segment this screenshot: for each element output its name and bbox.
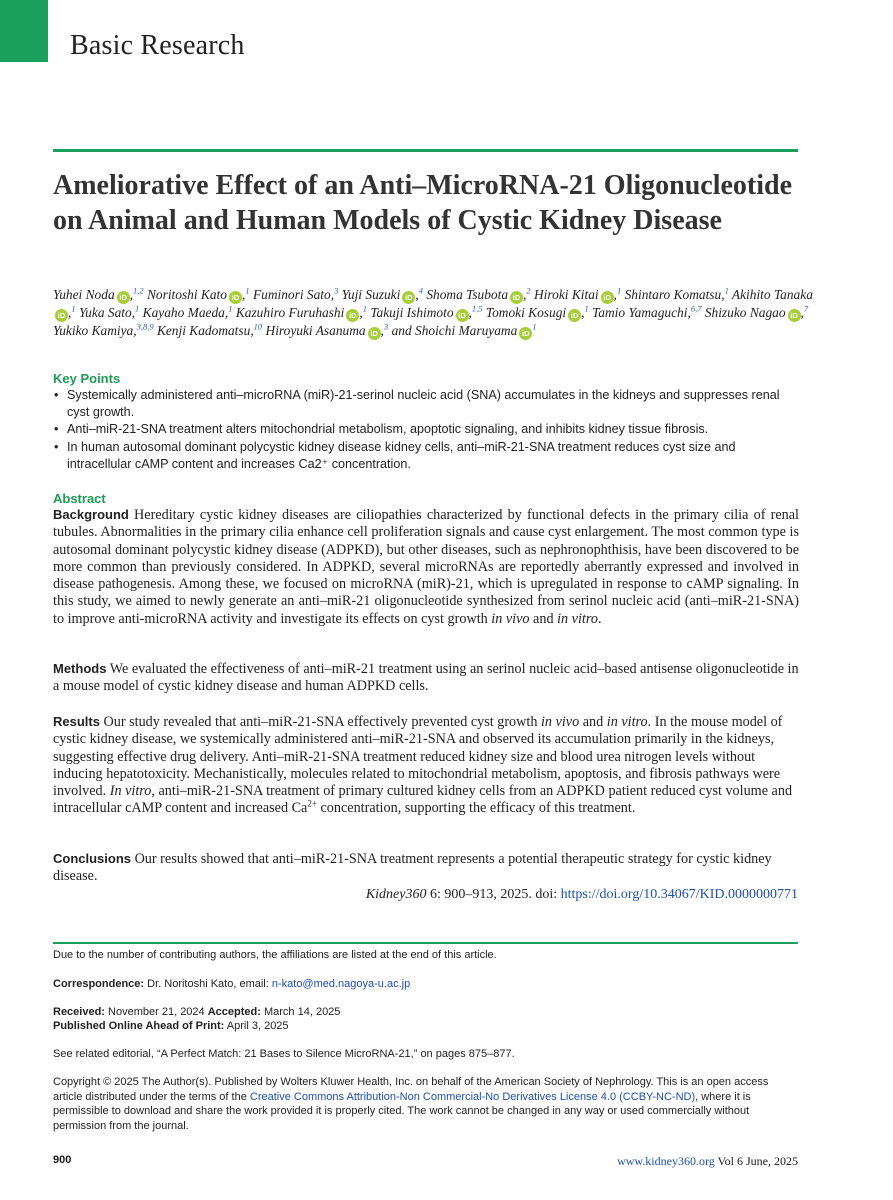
affiliations-note: Due to the number of contributing authors, the affiliations are listed at the end of this article. [53, 949, 497, 961]
conclusions-label: Conclusions [53, 851, 132, 866]
affiliation-superscript: 1 [584, 303, 589, 314]
accepted-date: March 14, 2025 [263, 1006, 341, 1018]
orcid-icon[interactable]: iD [229, 291, 242, 304]
orcid-icon[interactable]: iD [510, 291, 523, 304]
author-name: Takuji Ishimoto [370, 305, 454, 320]
author: Hiroki Kitai iD ,$^1$ [534, 285, 622, 302]
author-name: Akihito Tanaka [731, 287, 813, 302]
results-label: Results [53, 714, 100, 729]
in-vitro-term: in vitro [606, 714, 648, 730]
in-vitro-term: in vitro [557, 610, 598, 627]
copyright-text-2: , where it is permissible to download and share the work provided it is properly cited. The work cannot be changed in any way or used commercially without permission from the journal. [53, 1090, 751, 1132]
author: Yuhei Noda iD ,$^{1,2}$ [53, 285, 144, 302]
abstract-results [53, 713, 799, 818]
author: Kenji Kadomatsu,$^{10}$ [156, 321, 263, 338]
affiliation-superscript: 1 [228, 303, 233, 314]
header-divider [53, 149, 798, 152]
key-point-item: • Systemically administered anti–microRNA (miR)-21-serinol nucleic acid (SNA) accumulates in the kidneys and suppresses renal cyst growth. [53, 387, 799, 421]
author-name: Fuminori Sato [252, 287, 331, 302]
journal-name: Kidney360 [365, 887, 427, 902]
published-date: April 3, 2025 [226, 1020, 289, 1032]
affiliation-superscript: 4 [418, 285, 423, 296]
page-number: 900 [53, 1154, 72, 1166]
section-label: Basic Research [70, 30, 245, 61]
author: Yuji Suzuki iD ,$^4$ [341, 285, 423, 302]
background-and: and [533, 610, 554, 627]
author: Noritoshi Kato iD ,$^1$ [146, 285, 250, 302]
accepted-label: Accepted: [207, 1006, 261, 1018]
author-name: Yukiko Kamiya [53, 323, 134, 338]
author-name: Shoma Tsubota [426, 287, 509, 302]
orcid-icon[interactable]: iD [368, 327, 381, 340]
orcid-icon[interactable]: iD [402, 291, 415, 304]
author-name: Shintaro Komatsu [624, 287, 722, 302]
orcid-icon[interactable]: iD [788, 309, 801, 322]
author: Tomoki Kosugi iD ,$^1$ [485, 303, 589, 320]
orcid-icon[interactable]: iD [117, 291, 130, 304]
copyright-note [53, 1075, 799, 1133]
author: Shintaro Komatsu,$^1$ [624, 285, 729, 302]
orcid-icon[interactable]: iD [346, 309, 359, 322]
affiliation-superscript: 1,2 [133, 285, 144, 296]
results-text-2: . In the mouse model of cystic kidney disease, we systemically administered anti–miR-21-SNA and observed its accumulation primarily in the kidneys, suggesting effective drug delivery. Anti–miR-21-SNA treatment reduced kidney size and blood urea nitrogen levels without inducing hepatotoxicity. Mechanistically, molecules related to mitochondrial metabolism, apoptosis, and fibrosis pathways were involved. [53, 714, 783, 800]
author: Fuminori Sato,$^3$ [252, 285, 339, 302]
author-name: Hiroki Kitai [534, 287, 599, 302]
affiliation-superscript: 1 [135, 303, 140, 314]
orcid-icon[interactable]: iD [601, 291, 614, 304]
affiliation-superscript: 1 [724, 285, 729, 296]
abstract-methods [53, 660, 799, 696]
author: Shoma Tsubota iD ,$^2$ [426, 285, 531, 302]
results-text-3: , anti–miR-21-SNA treatment of primary cultured kidney cells from an ADPKD patient reduced cyst volume and intracellular cAMP content and increased Ca [53, 783, 793, 817]
key-points-heading: Key Points [53, 371, 121, 386]
correspondence-email-link[interactable]: n-kato@med.nagoya-u.ac.jp [271, 978, 411, 990]
author: Kayaho Maeda,$^1$ [142, 303, 233, 320]
orcid-icon[interactable]: iD [55, 309, 68, 322]
key-points-list [53, 387, 799, 473]
conclusions-text: Our results showed that anti–miR-21-SNA treatment represents a potential therapeutic strategy for cystic kidney disease. [53, 851, 772, 885]
author-name: Kenji Kadomatsu [156, 323, 251, 338]
citation-line [366, 887, 798, 903]
copyright-text-1: Copyright © 2025 The Author(s). Published by Wolters Kluwer Health, Inc. on behalf of the American Society of Nephrology. This is an open access article distributed under the terms of the [53, 1076, 769, 1103]
correspondence-text: Dr. Noritoshi Kato, email: [147, 978, 269, 990]
affiliation-superscript: 1 [362, 303, 367, 314]
background-text: Hereditary cystic kidney diseases are ciliopathies characterized by functional defects in the primary cilia of renal tubules. Abnormalities in the primary cilia enhance cell proliferation signals and cause cyst enlargement. The most common type is autosomal dominant polycystic kidney disease (ADPKD), but other diseases, such as nephronophthisis, have been discovered to be more common than previously considered. In ADPKD, several microRNAs are reportedly aberrantly expressed and involved in disease pathogenesis. Among these, we focused on microRNA (miR)-21, which is upregulated in response to cAMP signaling. In this study, we aimed to newly generate an anti–miR-21 oligonucleotide synthesized from serinol nucleic acid (anti–miR-21-SNA) to improve anti-microRNA activity and investigate its effects on cyst growth [53, 507, 799, 627]
affiliation-superscript: 2 [526, 285, 531, 296]
abstract-conclusions [53, 850, 799, 886]
abstract-background: Background Hereditary cystic kidney diseases are ciliopathies characterized by functional defects in the primary cilia of renal tubules. Abnormalities in the primary cilia enhance cell proliferation signals and cause cyst enlargement. The most common type is autosomal dominant polycystic kidney disease (ADPKD), but other diseases, such as nephronophthisis, have been discovered to be more common than previously considered. In ADPKD, several microRNAs are reportedly aberrantly expressed and involved in disease pathogenesis. Among these, we focused on microRNA (miR)-21, which is upregulated in response to cAMP signaling. In this study, we aimed to newly generate an anti–miR-21 oligonucleotide synthesized from serinol nucleic acid (anti–miR-21-SNA) to improve anti-microRNA activity and investigate its effects on cyst growth in vivo and in vitro. [53, 507, 799, 627]
author: Akihito TanakaiD ,$^1$ [53, 287, 813, 320]
methods-text: We evaluated the effectiveness of anti–miR-21 treatment using an serinol nucleic acid–based antisense oligonucleotide in a mouse model of cystic kidney disease and human ADPKD cells. [53, 661, 799, 695]
published-note [53, 1019, 799, 1034]
results-and: and [582, 714, 604, 730]
background-label: Background [53, 507, 129, 522]
footer-journal-info [617, 1154, 798, 1169]
author: Kazuhiro Furuhashi iD ,$^1$ [235, 303, 367, 320]
author-name: Shizuko Nagao [704, 305, 786, 320]
affiliation-superscript: 1 [71, 303, 76, 314]
affiliation-superscript: 10 [253, 321, 263, 332]
author-name: Kazuhiro Furuhashi [235, 305, 345, 320]
received-date: November 21, 2024 [108, 1006, 205, 1018]
affiliation-superscript: 1 [616, 285, 622, 296]
author-name: Yuji Suzuki [341, 287, 401, 302]
author-name: Yuka Sato [78, 305, 132, 320]
related-editorial-note: See related editorial, “A Perfect Match: 21 Bases to Silence MicroRNA-21,” on pages 875–877. [53, 1048, 515, 1060]
author: Yuka Sato,$^1$ [78, 303, 140, 320]
author: Tamio Yamaguchi,$^{6,7}$ [592, 303, 702, 320]
correspondence-label: Correspondence: [53, 978, 145, 990]
author-list [53, 286, 813, 340]
author: Yukiko Kamiya,$^{3,8,9}$ [53, 321, 154, 338]
author-name: Tomoki Kosugi [485, 305, 567, 320]
methods-label: Methods [53, 661, 107, 676]
affiliation-superscript: 1,5 [471, 303, 483, 314]
citation-details: 6: 900–913, 2025. doi: [429, 887, 558, 902]
footnote-divider [53, 942, 798, 944]
in-vivo-term: in vivo [491, 610, 530, 627]
orcid-icon[interactable]: iD [568, 309, 581, 322]
correspondence-note [53, 977, 799, 992]
author-name: Hiroyuki Asanuma [265, 323, 366, 338]
issue-info: Vol 6 June, 2025 [717, 1154, 798, 1168]
in-vitro-term: In vitro [109, 783, 152, 800]
author-name: Noritoshi Kato [146, 287, 227, 302]
in-vivo-term: in vivo [540, 714, 580, 730]
published-label: Published Online Ahead of Print: [53, 1020, 225, 1032]
affiliation-superscript: 3 [383, 321, 389, 332]
affiliation-superscript: 3,8,9 [136, 321, 154, 332]
affiliation-superscript: 1 [245, 285, 250, 296]
author: Takuji Ishimoto iD ,$^{1,5}$ [370, 303, 483, 320]
results-text-4: concentration, supporting the efficacy of this treatment. [320, 800, 636, 817]
author-and: and [391, 323, 415, 338]
key-point-item: • Anti–miR-21-SNA treatment alters mitochondrial metabolism, apoptotic signaling, and inhibits kidney tissue fibrosis. [53, 421, 799, 438]
affiliation-superscript: 1 [532, 321, 537, 332]
license-link[interactable]: Creative Commons Attribution-Non Commercial-No Derivatives License 4.0 (CCBY-NC-ND) [249, 1090, 696, 1103]
received-label: Received: [53, 1006, 105, 1018]
results-text-1: Our study revealed that anti–miR-21-SNA effectively prevented cyst growth [103, 714, 538, 730]
key-point-item: • In human autosomal dominant polycystic kidney disease kidney cells, anti–miR-21-SNA treatment reduces cyst size and intracellular cAMP content and increases Ca2⁺ concentration. [53, 439, 799, 473]
superscript: 2+ [307, 798, 317, 809]
author-name: Tamio Yamaguchi [592, 305, 688, 320]
author [415, 323, 537, 338]
author-name: Kayaho Maeda [142, 305, 225, 320]
doi-link[interactable]: https://doi.org/10.34067/KID.0000000771 [560, 887, 798, 902]
orcid-icon[interactable]: iD [519, 327, 532, 340]
abstract-heading: Abstract [53, 491, 106, 506]
journal-site-link[interactable]: www.kidney360.org [617, 1154, 715, 1168]
author-name: Yuhei Noda [53, 287, 115, 302]
affiliation-superscript: 7 [803, 303, 809, 314]
received-note [53, 1005, 799, 1020]
author: Shizuko Nagao iD ,$^7$ [704, 303, 809, 320]
orcid-icon[interactable]: iD [456, 309, 469, 322]
author-name: Shoichi Maruyama [415, 323, 518, 338]
affiliation-superscript: 3 [334, 285, 339, 296]
section-color-tab [0, 0, 48, 62]
author: Hiroyuki Asanuma iD ,$^3$ [265, 321, 389, 338]
affiliation-superscript: 6,7 [690, 303, 702, 314]
article-title: Ameliorative Effect of an Anti–MicroRNA-21 Oligonucleotide on Animal and Human Models of Cystic Kidney Disease [53, 170, 793, 236]
